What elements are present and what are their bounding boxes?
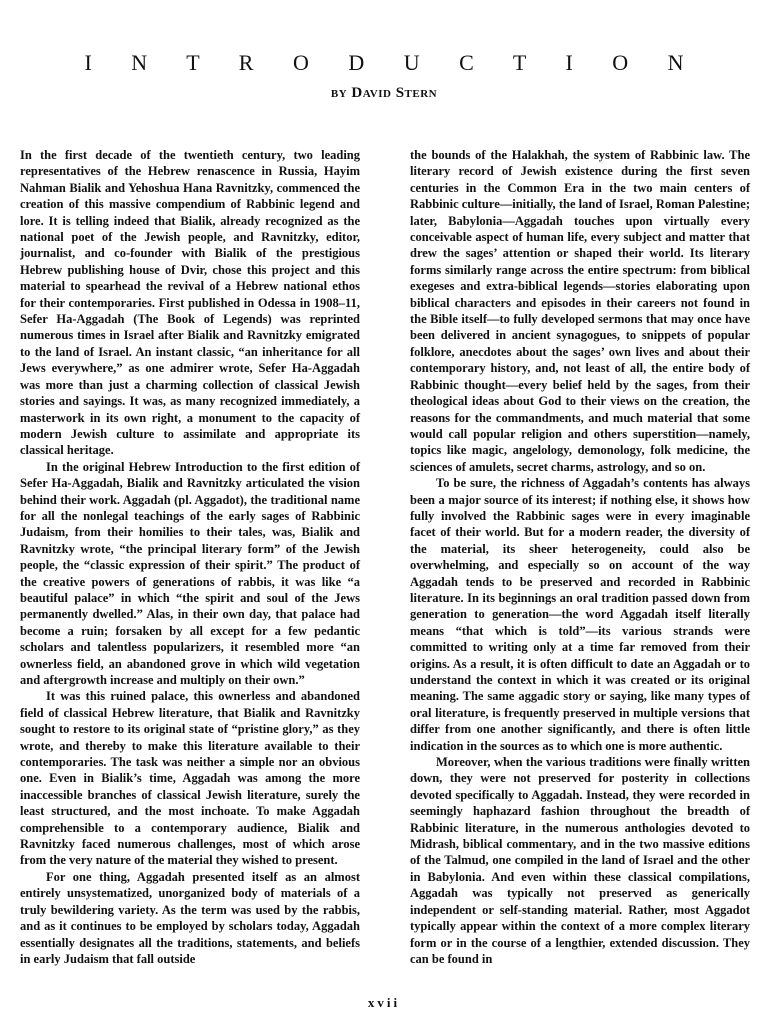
paragraph: For one thing, Aggadah presented itself as an almost entirely unsystematized, unorganized body of materials of a truly bewildering variety. As the term was used by the rabbis, and as it continues to be employed by scholars today, Aggadah essentially designates all the traditions, statements, and beliefs in early Judaism that fall outside: [20, 869, 360, 966]
paragraph: To be sure, the richness of Aggadah’s contents has always been a major source of its interest; if nothing else, it shows how fully involved the Rabbinic sages were in every imaginable facet of their world. But for a modern reader, the diversity of the material, its sheer heterogeneity, could also be overwhelming, and especially so on account of the way Aggadah tends to be preserved and recorded in Rabbinic literature. In its beginnings an oral tradition passed down from generation to generation—the word Aggadah itself literally means “that which is told”—its various strands were committed to writing only at a time far removed from their origins. As a result, it is often difficult to date an Aggadah or to understand the context in which it was created or its original meaning. The same aggadic story or saying, like many types of oral literature, is frequently preserved in multiple versions that differ from one another significantly, and there is often little indication in the sources as to which one is more authentic.: [410, 476, 750, 753]
chapter-title: I N T R O D U C T I O N: [84, 50, 701, 75]
paragraph: Moreover, when the various traditions were finally written down, they were not preserved for posterity in collections devoted specifically to Aggadah. Instead, they were recorded in seemingly haphazard fashion throughout the breadth of Rabbinic literature, in the numerous anthologies devoted to Midrash, biblical commentary, and in the two massive editions of the Talmud, one compiled in the land of Israel and the other in Babylonia. And even within these classical compilations, Aggadah was typically not preserved as generically independent or self-standing material. Rather, most Aggadot typically appear within the context of a more complex literary form or in the course of a lengthier, extended discussion. They can be found in: [410, 755, 750, 966]
paragraph: In the original Hebrew Introduction to the first edition of Sefer Ha-Aggadah, Bialik and Ravnitzky articulated the vision behind their work. Aggadah (pl. Aggadot), the traditional name for all the nonlegal teachings of the early sages of Rabbinic Judaism, from their homilies to their tales, was, Bialik and Ravnitzky wrote, “the principal literary form” of the Jewish people, the “classic expression of their spirit.” The product of the creative powers of generations of rabbis, it was like “a beautiful palace” in which “the spirit and soul of the Jews permanently dwelled.” Alas, in their own day, that palace had become a ruin; forsaken by all except for a few pedantic scholars and talentless popularizers, it resembled more “an ownerless field, an abandoned grove in which wild vegetation and aftergrowth increase and multiply on their own.”: [20, 459, 360, 687]
paragraph: In the first decade of the twentieth century, two leading representatives of the Hebrew renascence in Russia, Hayim Nahman Bialik and Yehoshua Hana Ravnitzky, commenced the creation of this massive compendium of Rabbinic legend and lore. It is telling indeed that Bialik, already recognized as the national poet of the Jewish people, and Ravnitzky, editor, journalist, and co-founder with Bialik of the prestigious Hebrew publishing house of Dvir, chose this project and this material to spearhead the revival of a Hebrew national ethos for their contemporaries. First published in Odessa in 1908–11, Sefer Ha-Aggadah (The Book of Legends) was reprinted numerous times in Israel after Bialik and Ravnitzky emigrated to the land of Israel. An instant classic, “an inheritance for all Jews everywhere,” as one admirer wrote, Sefer Ha-Aggadah was more than just a charming collection of classical Jewish stories and sayings. It was, as many recognized immediately, a masterwork in its own right, a monument to the capacity of modern Jewish culture to assimilate and appropriate its classical heritage.: [20, 148, 360, 458]
paragraph: the bounds of the Halakhah, the system of Rabbinic law. The literary record of Jewish existence during the first seven centuries in the Common Era in the two main centers of Rabbinic culture—initially, the land of Israel, Roman Palestine; later, Babylonia—Aggadah touches upon virtually every conceivable aspect of human life, every subject and matter that drew the sages’ attention or shaped their world. Its literary forms similarly range across the entire spectrum: from biblical exegeses and extra-biblical legends—stories elaborating upon biblical characters and episodes in their careers not found in the Bible itself—to fully developed sermons that may once have been delivered in ancient synagogues, to snippets of popular folklore, anecdotes about the sages’ own lives and about their contemporary history, and, not least of all, the entire body of Rabbinic thought—every belief held by the sages, from their theological ideas about God to their views on the creation, the reasons for the commandments, and much material that some would call popular religion and others superstition—namely, topics like magic, angelology, demonology, folk medicine, the sciences of amulets, secret charms, astrology, and so on.: [410, 148, 750, 474]
author-byline: by David Stern: [330, 85, 438, 101]
page-number: xvii: [367, 995, 401, 1010]
right-column: [410, 147, 750, 967]
left-column: [20, 147, 360, 967]
paragraph: It was this ruined palace, this ownerless and abandoned field of classical Hebrew literature, that Bialik and Ravnitzky sought to restore to its original state of “pristine glory,” as they wrote, and thereby to make this literature available to their contemporaries. The task was neither a simple nor an obvious one. Even in Bialik’s time, Aggadah was among the more inaccessible branches of classical Jewish literature, surely the least structured, and the most inchoate. To make Aggadah comprehensible to a contemporary audience, Bialik and Ravnitzky faced numerous challenges, most of which arose from the very nature of the material they wished to present.: [20, 689, 360, 868]
